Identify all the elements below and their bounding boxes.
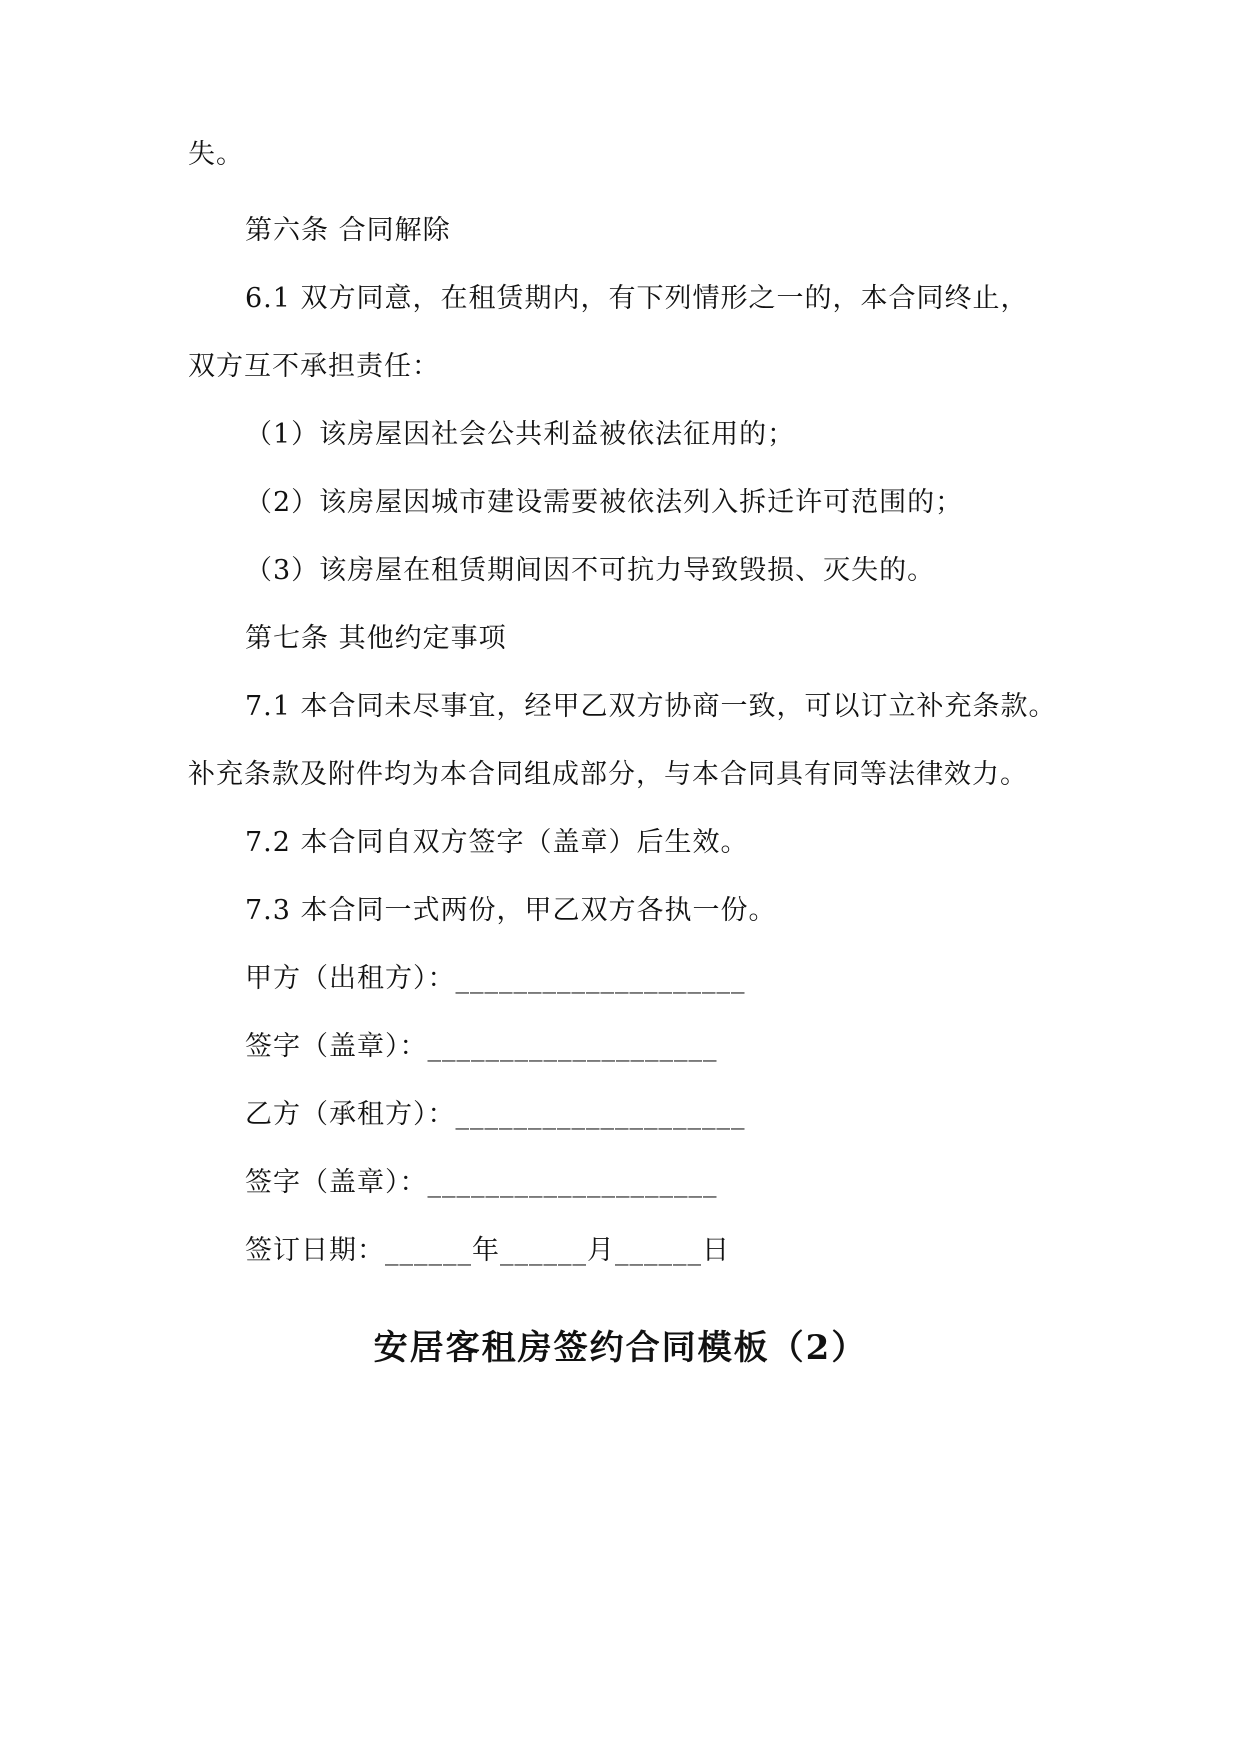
clause-7-3: 7.3 本合同一式两份，甲乙双方各执一份。 (245, 895, 777, 926)
paragraph-continuation: 失。 (188, 139, 244, 170)
article-six-heading: 第六条 合同解除 (245, 215, 451, 246)
clause-6-1-item-2: （2）该房屋因城市建设需要被依法列入拆迁许可范围的； (245, 487, 964, 518)
clause-6-1-item-3: （3）该房屋在租赁期间因不可抗力导致毁损、灭失的。 (245, 555, 936, 586)
next-document-title: 安居客租房签约合同模板（2） (373, 1328, 868, 1368)
clause-7-1-continuation: 补充条款及附件均为本合同组成部分，与本合同具有同等法律效力。 (188, 759, 1028, 790)
clause-7-2: 7.2 本合同自双方签字（盖章）后生效。 (245, 827, 749, 858)
clause-6-1: 6.1 双方同意，在租赁期内，有下列情形之一的，本合同终止， (245, 283, 1029, 314)
party-a-signature-line: 签字（盖章）：____________________ (245, 1031, 718, 1062)
clause-7-1: 7.1 本合同未尽事宜，经甲乙双方协商一致，可以订立补充条款。 (245, 691, 1057, 722)
party-b-line: 乙方（承租方）：____________________ (245, 1099, 746, 1130)
party-b-signature-line: 签字（盖章）：____________________ (245, 1167, 718, 1198)
clause-6-1-item-1: （1）该房屋因社会公共利益被依法征用的； (245, 419, 796, 450)
signing-date-line: 签订日期：______年______月______日 (245, 1235, 730, 1266)
clause-6-1-continuation: 双方互不承担责任： (188, 351, 440, 382)
party-a-line: 甲方（出租方）：____________________ (245, 963, 746, 994)
article-seven-heading: 第七条 其他约定事项 (245, 623, 507, 654)
